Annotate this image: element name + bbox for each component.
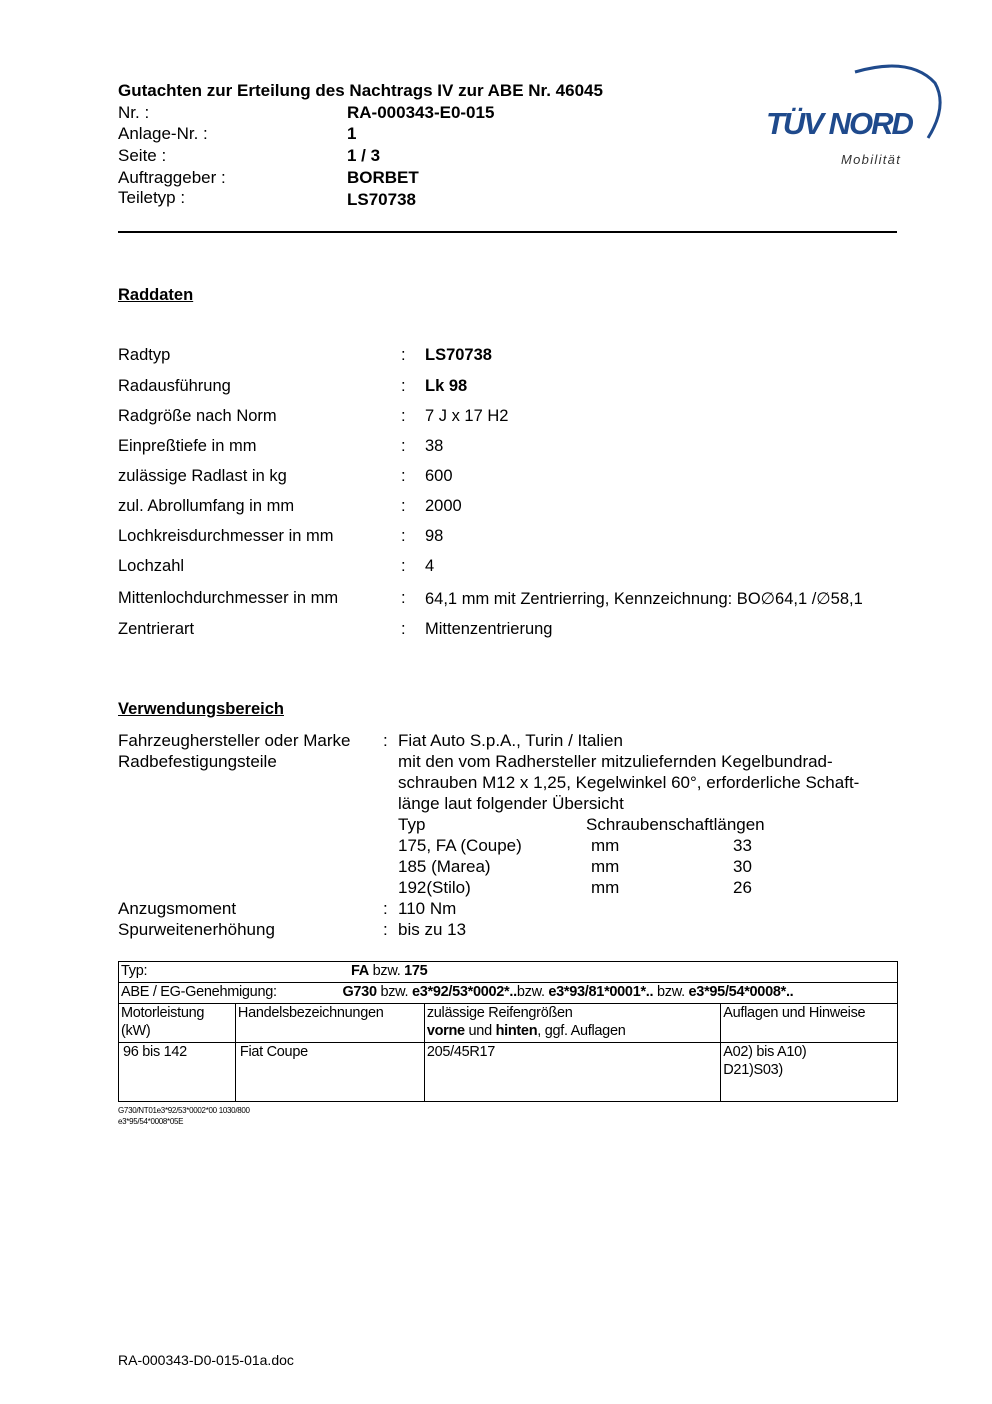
table-header-row: [119, 1004, 898, 1043]
typ-cell: [119, 962, 898, 983]
table-row: [119, 1043, 898, 1102]
anzug-colon: :: [383, 899, 388, 918]
header-label-nr: Nr. :: [118, 103, 150, 122]
spur-value: bis zu 13: [398, 920, 467, 939]
typ-value-a: FA: [350, 963, 369, 979]
logo-brand: TÜV NORD: [766, 106, 912, 141]
raddaten-heading: Raddaten: [118, 286, 194, 304]
raddaten-label: Radgröße nach Norm: [118, 407, 277, 425]
raddaten-colon: :: [401, 497, 406, 515]
abe-bzw: bzw.: [376, 984, 412, 1000]
footnote: G730/NT01e3*92/53*0002*00 1030/800: [118, 1106, 250, 1115]
raddaten-label: zul. Abrollumfang in mm: [118, 497, 295, 515]
raddaten-value: Lk 98: [425, 377, 468, 395]
raddaten-value: 7 J x 17 H2: [425, 407, 509, 425]
col-motor-line: Motorleistung: [121, 1005, 205, 1021]
cell-reifen: 205/45R17: [424, 1043, 720, 1102]
typ-value-b: 175: [404, 963, 428, 979]
anzug-value: 110 Nm: [398, 899, 457, 918]
header-label-teiletyp: Teiletyp :: [118, 188, 186, 207]
befestigung-line: mit den vom Radhersteller mitzuliefernden Kegelbundrad-: [398, 752, 833, 771]
befestigung-line: länge laut folgender Übersicht: [398, 794, 624, 813]
typ-length: 26: [733, 878, 752, 897]
header-divider: [118, 231, 897, 233]
table-row: [119, 962, 898, 983]
raddaten-colon: :: [401, 407, 406, 425]
abe-value: [342, 983, 793, 1001]
vehicle-table: [118, 961, 898, 1102]
footnote: e3*95/54*0008*05E: [118, 1117, 184, 1126]
schaft-header: Schraubenschaftlängen: [586, 815, 765, 834]
raddaten-label: Zentrierart: [118, 620, 195, 638]
raddaten-colon: :: [401, 527, 406, 545]
col-auflagen: Auflagen und Hinweise: [721, 1004, 898, 1043]
befestigung-label: Radbefestigungsteile: [118, 752, 277, 771]
abe-cell: [119, 983, 898, 1004]
typ-length: 30: [733, 857, 752, 876]
abe-label: ABE / EG-Genehmigung:: [121, 984, 277, 1000]
document-title: Gutachten zur Erteilung des Nachtrags IV zur ABE Nr. 46045: [118, 81, 603, 100]
raddaten-value: 64,1 mm mit Zentrierring, Kennzeichnung: BO∅64,1 /∅58,1: [425, 590, 863, 608]
typ-unit: mm: [591, 836, 620, 855]
cell-auflagen-line: D21)S03): [723, 1062, 783, 1078]
header-label-seite: Seite :: [118, 146, 167, 165]
hersteller-value: Fiat Auto S.p.A., Turin / Italien: [398, 731, 623, 750]
raddaten-label: Radausführung: [118, 377, 231, 395]
header-value-teiletyp: LS70738: [347, 190, 416, 209]
logo-sub: Mobilität: [841, 152, 902, 167]
abe-bzw: bzw.: [653, 984, 689, 1000]
raddaten-label: zulässige Radlast in kg: [118, 467, 287, 485]
typ-value: [351, 962, 428, 980]
raddaten-colon: :: [401, 346, 406, 364]
col-reifen: [424, 1004, 720, 1043]
cell-auflagen-line: A02) bis A10): [723, 1044, 807, 1060]
raddaten-value: LS70738: [425, 346, 492, 364]
col-reifen-rest: , ggf. Auflagen: [537, 1023, 626, 1039]
header-value-anlage: 1: [347, 124, 357, 143]
footer-filename: RA-000343-D0-015-01a.doc: [118, 1352, 294, 1368]
raddaten-colon: :: [401, 589, 406, 607]
abe-a: G730: [342, 984, 377, 1000]
cell-handel: Fiat Coupe: [235, 1043, 424, 1102]
raddaten-value: 2000: [425, 497, 462, 515]
header-label-anlage: Anlage-Nr. :: [118, 124, 208, 143]
raddaten-colon: :: [401, 467, 406, 485]
typ-name: 192(Stilo): [398, 878, 471, 897]
typ-unit: mm: [591, 857, 620, 876]
cell-motor: 96 bis 142: [119, 1043, 236, 1102]
raddaten-colon: :: [401, 557, 406, 575]
col-reifen-hinten: hinten: [495, 1023, 538, 1039]
col-reifen-vorne: vorne: [426, 1023, 465, 1039]
abe-b: e3*92/53*0002*..: [412, 984, 517, 1000]
spur-colon: :: [383, 920, 388, 939]
hersteller-label: Fahrzeughersteller oder Marke: [118, 731, 351, 750]
table-row: [119, 983, 898, 1004]
hersteller-colon: :: [383, 731, 388, 750]
raddaten-label: Lochkreisdurchmesser in mm: [118, 527, 334, 545]
tuv-nord-logo: [760, 58, 945, 173]
typ-name: 175, FA (Coupe): [398, 836, 522, 855]
raddaten-colon: :: [401, 620, 406, 638]
col-motor: [119, 1004, 236, 1043]
raddaten-label: Lochzahl: [118, 557, 185, 575]
raddaten-colon: :: [401, 377, 406, 395]
spur-label: Spurweitenerhöhung: [118, 920, 275, 939]
raddaten-value: 38: [425, 437, 444, 455]
cell-auflagen: [721, 1043, 898, 1102]
typ-label: Typ:: [121, 963, 148, 979]
raddaten-value: Mittenzentrierung: [425, 620, 553, 638]
typ-unit: mm: [591, 878, 620, 897]
befestigung-line: schrauben M12 x 1,25, Kegelwinkel 60°, erforderliche Schaft-: [398, 773, 860, 792]
typ-length: 33: [733, 836, 752, 855]
header-value-seite: 1 / 3: [347, 146, 381, 165]
raddaten-label: Radtyp: [118, 346, 171, 364]
header-value-nr: RA-000343-E0-015: [347, 103, 495, 122]
abe-d: e3*95/54*0008*..: [688, 984, 794, 1000]
header-label-auftraggeber: Auftraggeber :: [118, 168, 226, 187]
raddaten-value: 4: [425, 557, 435, 575]
anzug-label: Anzugsmoment: [118, 899, 237, 918]
raddaten-colon: :: [401, 437, 406, 455]
abe-c: e3*93/81*0001*..: [548, 984, 654, 1000]
raddaten-value: 600: [425, 467, 453, 485]
verwendung-heading: Verwendungsbereich: [118, 700, 284, 718]
col-reifen-line: zulässige Reifengrößen: [426, 1005, 573, 1021]
col-handel: Handelsbezeichnungen: [235, 1004, 424, 1043]
raddaten-value: 98: [425, 527, 444, 545]
header-value-auftraggeber: BORBET: [347, 168, 419, 187]
raddaten-label: Einpreßtiefe in mm: [118, 437, 257, 455]
typ-bzw: bzw.: [368, 963, 405, 979]
raddaten-label: Mittenlochdurchmesser in mm: [118, 589, 339, 607]
col-motor-line: (kW): [121, 1023, 151, 1039]
abe-bzw: bzw.: [516, 984, 549, 1000]
typ-header: Typ: [398, 815, 426, 834]
typ-name: 185 (Marea): [398, 857, 491, 876]
col-reifen-und: und: [464, 1023, 496, 1039]
